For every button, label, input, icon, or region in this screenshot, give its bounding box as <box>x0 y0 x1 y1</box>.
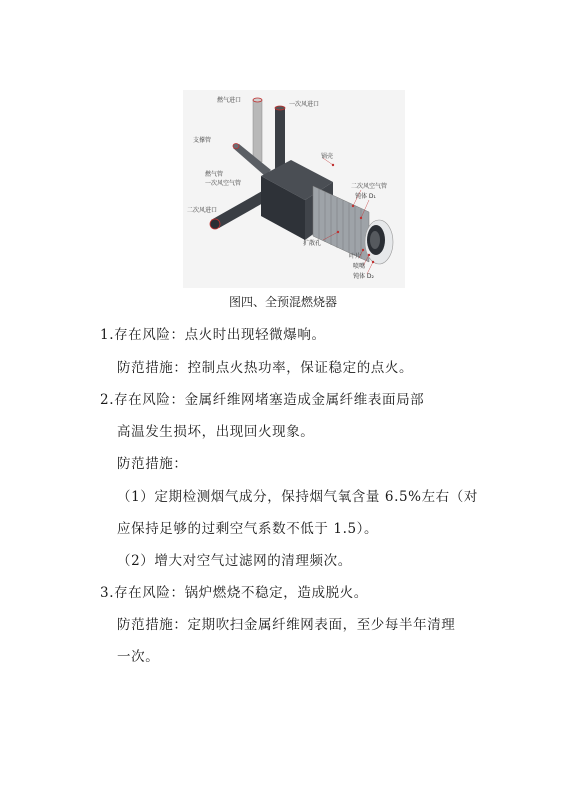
label-blunt-body-d2: 钝体 D₂ <box>353 273 374 280</box>
burner-illustration <box>183 90 405 288</box>
measure-2-heading: 防范措施： <box>117 456 188 472</box>
measure-3-cont: 一次。 <box>117 649 160 665</box>
risk-3: 3.存在风险：锅炉燃烧不稳定，造成脱火。 <box>100 585 368 601</box>
label-primary-air-inlet: 一次风进口 <box>289 101 320 108</box>
label-gas-tube: 燃气管 <box>205 171 224 178</box>
label-primary-air-tube: 一次风空气管 <box>205 180 242 187</box>
risk-1: 1.存在风险：点火时出现轻微爆响。 <box>100 327 326 343</box>
label-shell: 锅壳 <box>321 153 334 160</box>
risk-2: 2.存在风险：金属纤维网堵塞造成金属纤维表面局部 <box>100 392 425 408</box>
measure-2-item-1-cont: 应保持足够的过剩空气系数不低于 1.5）。 <box>117 521 379 537</box>
label-diffuser-hole: 扩散孔 <box>303 240 322 247</box>
measure-1: 防范措施：控制点火热功率，保证稳定的点火。 <box>117 360 414 376</box>
measure-3: 防范措施：定期吹扫金属纤维网表面，至少每半年清理 <box>117 617 456 633</box>
label-secondary-air-tube: 二次风空气管 <box>351 183 388 190</box>
measure-2-item-1: （1）定期检测烟气成分，保持烟气氧含量 6.5%左右（对 <box>117 489 478 505</box>
label-secondary-air-inlet: 二次风进口 <box>187 207 218 214</box>
label-blunt-body-d1: 钝体 D₁ <box>355 193 376 200</box>
measure-2-item-2: （2）增大对空气过滤网的清理频次。 <box>117 553 352 569</box>
figure-caption: 图四、全预混燃烧器 <box>228 295 337 309</box>
label-gas-inlet: 燃气进口 <box>217 97 242 104</box>
label-blade: 叶片 <box>349 253 362 260</box>
label-support-tube: 支撑管 <box>193 137 212 144</box>
risk-2-cont: 高温发生损坏，出现回火现象。 <box>117 424 315 440</box>
label-nozzle: 喷嘴 <box>353 263 366 270</box>
burner-diagram <box>183 90 405 288</box>
